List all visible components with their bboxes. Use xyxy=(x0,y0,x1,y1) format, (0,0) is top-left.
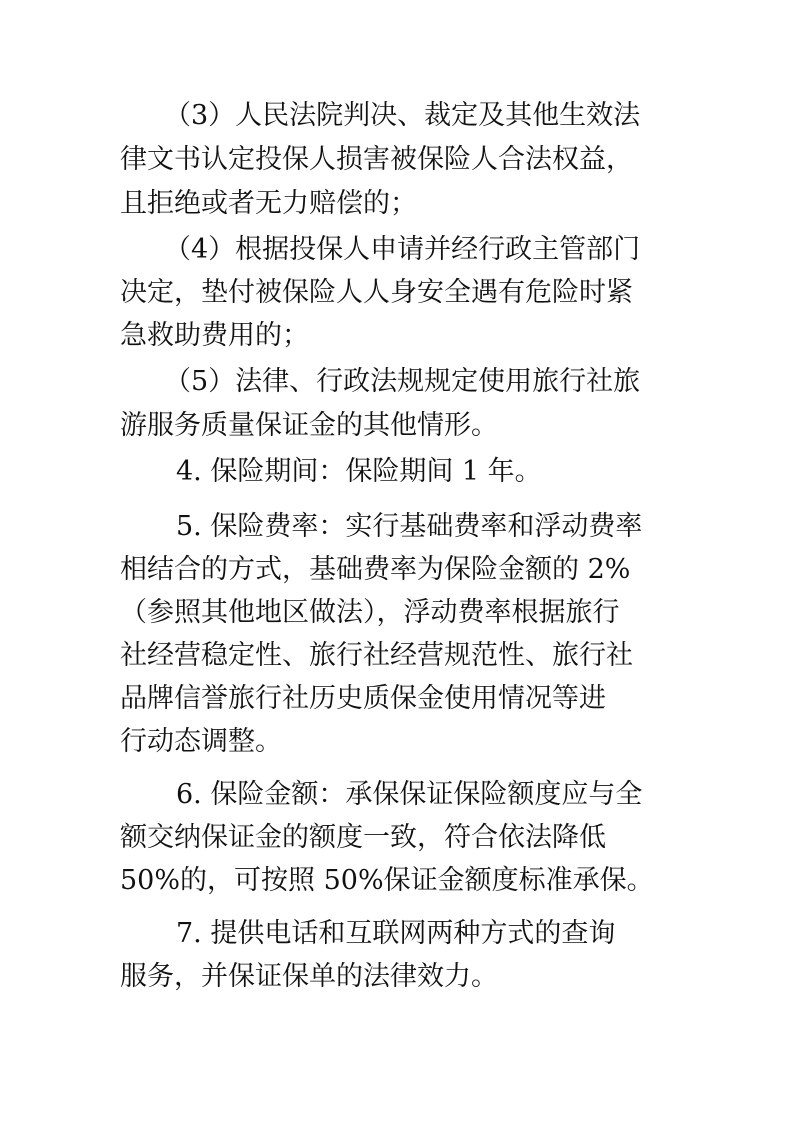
item-4-line-1: （4）根据投保人申请并经行政主管部门 xyxy=(164,234,641,265)
section-4-insurance-period: 4. 保险期间：保险期间 1 年。 xyxy=(176,456,542,487)
section-7-line-2: 服务，并保证保单的法律效力。 xyxy=(120,961,498,992)
item-3-line-1: （3）人民法院判决、裁定及其他生效法 xyxy=(164,100,641,131)
section-7-line-1: 7. 提供电话和互联网两种方式的查询 xyxy=(176,918,616,949)
item-5-line-1: （5）法律、行政法规规定使用旅行社旅 xyxy=(164,366,641,397)
section-5-line-2: 相结合的方式，基础费率为保险金额的 2% xyxy=(120,554,631,585)
section-5-line-5: 品牌信誉旅行社历史质保金使用情况等进 xyxy=(120,683,606,714)
item-4-line-2: 决定，垫付被保险人人身安全遇有危险时紧 xyxy=(120,277,633,308)
section-6-line-2: 额交纳保证金的额度一致，符合依法降低 xyxy=(120,822,606,853)
item-3-line-3: 且拒绝或者无力赔偿的； xyxy=(120,188,417,219)
section-5-line-4: 社经营稳定性、旅行社经营规范性、旅行社 xyxy=(120,640,633,671)
item-4-line-3: 急救助费用的； xyxy=(120,320,309,351)
section-6-line-1: 6. 保险金额：承保保证保险额度应与全 xyxy=(176,779,643,810)
item-5-line-2: 游服务质量保证金的其他情形。 xyxy=(120,410,498,441)
item-3-line-2: 律文书认定投保人损害被保险人合法权益， xyxy=(120,144,633,175)
section-6-line-3: 50%的，可按照 50%保证金额度标准承保。 xyxy=(120,865,654,896)
section-5-line-6: 行动态调整。 xyxy=(120,726,282,757)
section-5-line-3: （参照其他地区做法），浮动费率根据旅行 xyxy=(120,597,620,628)
section-5-line-1: 5. 保险费率：实行基础费率和浮动费率 xyxy=(176,511,643,542)
